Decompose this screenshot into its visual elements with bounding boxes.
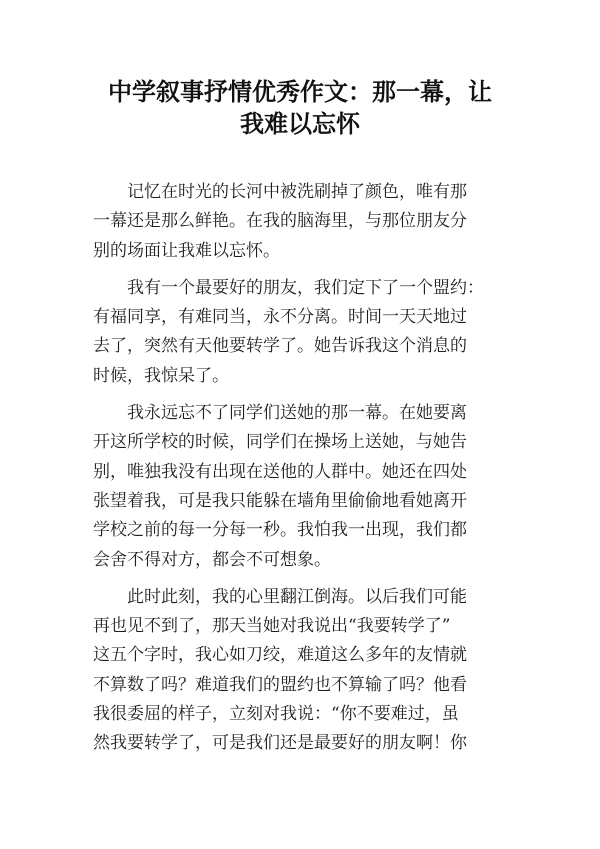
- paragraph-line: 一幕还是那么鲜艳。在我的脑海里，与那位朋友分: [93, 211, 467, 232]
- paragraph-line: 时候，我惊呆了。: [93, 365, 229, 386]
- essay-title: [70, 76, 530, 140]
- paragraph-line: 此时此刻，我的心里翻江倒海。以后我们可能: [127, 586, 467, 607]
- essay-body: [93, 178, 513, 759]
- paragraph-line: 别，唯独我没有出现在送他的人群中。她还在四处: [93, 461, 467, 482]
- paragraph-1: [93, 178, 513, 266]
- paragraph-line: 会舍不得对方，都会不可想象。: [93, 549, 331, 570]
- paragraph-4: [93, 583, 513, 759]
- paragraph-line: 我有一个最要好的朋友，我们定下了一个盟约：: [127, 277, 484, 298]
- paragraph-line: 学校之前的每一分每一秒。我怕我一出现，我们都: [93, 520, 467, 541]
- paragraph-line: 不算数了吗？难道我们的盟约也不算输了吗？他看: [93, 674, 467, 695]
- paragraph-line: 再也见不到了，那天当她对我说出“我要转学了”: [93, 616, 451, 637]
- paragraph-3: [93, 399, 513, 575]
- paragraph-line: 我很委屈的样子，立刻对我说：“你不要难过，虽: [93, 704, 459, 725]
- paragraph-line: 别的场面让我难以忘怀。: [93, 240, 280, 261]
- paragraph-line: 有福同享，有难同当，永不分离。时间一天天地过: [93, 307, 467, 328]
- paragraph-line: 张望着我，可是我只能躲在墙角里偷偷地看她离开: [93, 490, 467, 511]
- essay-title-line-2: 我难以忘怀: [240, 110, 360, 138]
- paragraph-line: 这五个字时，我心如刀绞，难道这么多年的友情就: [93, 645, 467, 666]
- paragraph-line: 我永远忘不了同学们送她的那一幕。在她要离: [127, 403, 467, 424]
- paragraph-2: [93, 274, 513, 391]
- paragraph-line: 记忆在时光的长河中被洗刷掉了颜色，唯有那: [127, 182, 467, 202]
- paragraph-line: 开这所学校的时候，同学们在操场上送她，与她告: [93, 432, 467, 453]
- paragraph-line: 然我要转学了，可是我们还是最要好的朋友啊！你: [93, 733, 467, 754]
- paragraph-line: 去了，突然有天他要转学了。她告诉我这个消息的: [93, 336, 467, 357]
- essay-title-line-1: 中学叙事抒情优秀作文：那一幕，让: [108, 78, 492, 106]
